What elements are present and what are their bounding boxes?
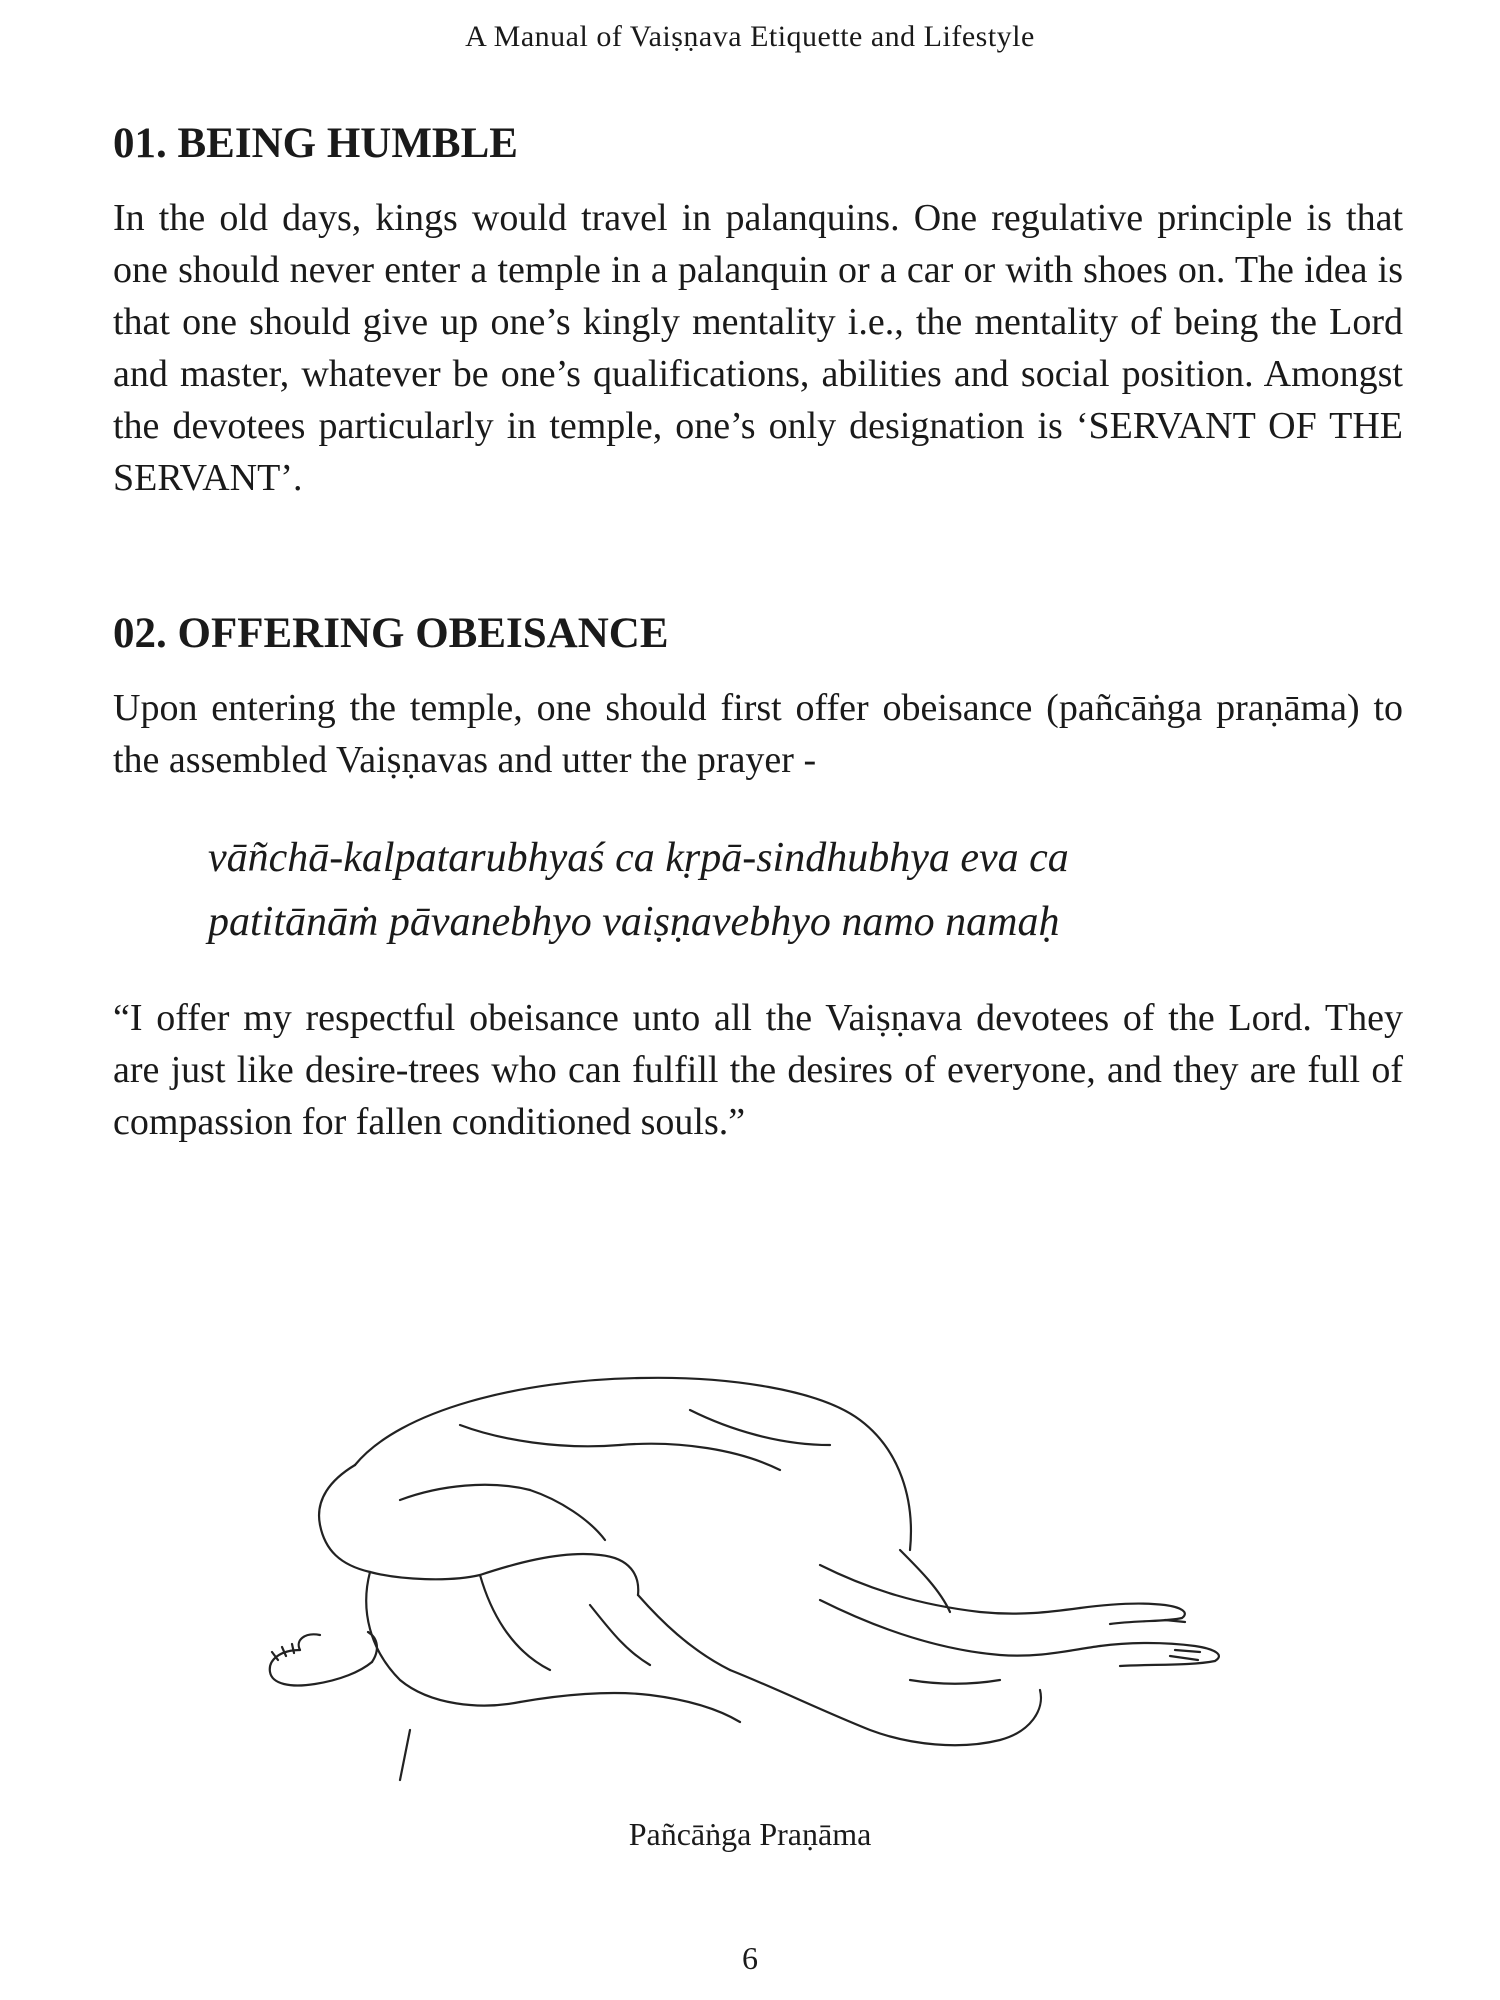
sanskrit-verse xyxy=(113,826,1403,954)
body-paragraph: In the old days, kings would travel in palanquins. One regulative principle is that one should never enter a temple in a palanquin or a car or with shoes on. The idea is that one should give up one’s kingly mentality i.e., the mentality of being the Lord and master, whatever be one’s qualifications, abilities and social position. Amongst the devotees particularly in temple, one’s only designation is ‘SERVANT OF THE SERVANT’. xyxy=(113,196,1403,499)
intro-paragraph: Upon entering the temple, one should first offer obeisance (pañcāṅga praṇāma) to the assembled Vaiṣṇavas and utter the prayer - xyxy=(113,686,1403,781)
prostration-illustration xyxy=(260,1350,1300,1800)
page-number: 6 xyxy=(742,1940,758,1976)
verse-line: vāñchā-kalpatarubhyaś ca kṛpā-sindhubhya eva ca xyxy=(208,834,1069,881)
section-heading: 01. BEING HUMBLE xyxy=(113,120,518,167)
figure-caption: Pañcāṅga Praṇāma xyxy=(628,1816,872,1852)
section-offering-obeisance xyxy=(113,608,1403,1148)
section-heading: 02. OFFERING OBEISANCE xyxy=(113,610,669,657)
section-being-humble xyxy=(113,118,1403,504)
translation-paragraph: “I offer my respectful obeisance unto all the Vaiṣṇava devotees of the Lord. They are just like desire-trees who can fulfill the desires of everyone, and they are full of compassion for fallen conditioned souls.” xyxy=(113,996,1403,1143)
verse-line: patitānāṁ pāvanebhyo vaiṣṇavebhyo namo namaḥ xyxy=(208,898,1060,945)
running-head: A Manual of Vaiṣṇava Etiquette and Lifestyle xyxy=(465,20,1035,53)
